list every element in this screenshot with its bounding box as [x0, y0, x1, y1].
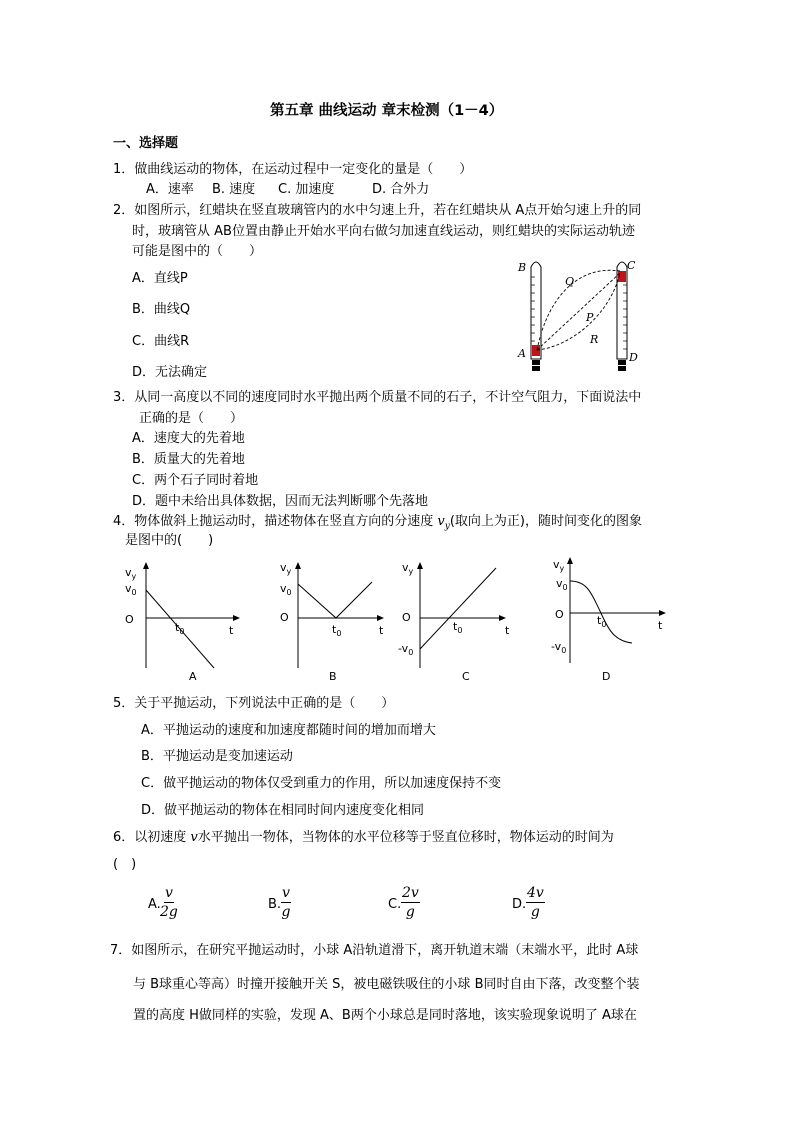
graph-a-label: A — [189, 670, 197, 683]
q2-stem-line2: 时，玻璃管从 AB位置由静止开始水平向右做匀加速直线运动，则红蜡块的实际运动轨迹 — [132, 224, 635, 239]
q7-stem-line2: 与 B球重心等高）时撞开接触开关 S，被电磁铁吸住的小球 B同时自由下落，改变整个装 — [133, 977, 640, 992]
graph-c-t0: $t_0$ — [453, 620, 463, 636]
right-tube — [617, 262, 627, 371]
graph-d-curve — [570, 581, 632, 643]
graph-d-t0: $t_0$ — [597, 614, 607, 630]
graph-a-t: t — [229, 624, 234, 637]
graph-d-origin: O — [555, 608, 564, 621]
left-tube — [531, 262, 541, 371]
q1-option-b: B. 速度 — [212, 182, 256, 197]
q3-option-a: A．速度大的先着地 — [132, 431, 245, 446]
graph-a-v0: $v_0$ — [125, 582, 137, 598]
q1-option-d: D. 合外力 — [372, 182, 430, 197]
graph-c-t: t — [505, 624, 510, 637]
graph-d-vy: $v_y$ — [553, 558, 565, 574]
q2-option-a: A．直线P — [132, 271, 188, 286]
graph-b-v0: $v_0$ — [280, 582, 292, 598]
q6-option-c-label: C. — [388, 897, 402, 912]
q7-stem-line3: 置的高度 H做同样的实验，发现 A、B两个小球总是同时落地，该实验现象说明了 A球在 — [133, 1008, 637, 1023]
q1-option-a: A．速率 — [146, 182, 194, 197]
graph-b-origin: O — [280, 611, 289, 624]
q6-option-d-fraction: $\frac{4v}{g}$ — [527, 885, 544, 920]
q6-option-b-fraction: $\frac{v}{g}$ — [281, 885, 291, 920]
q6-option-a-label: A. — [148, 897, 161, 912]
q5-option-a: A．平抛运动的速度和加速度都随时间的增加而增大 — [141, 723, 436, 738]
fig-label-d: D — [629, 351, 638, 364]
q2-option-c: C．曲线R — [132, 334, 190, 349]
q2-option-b: B．曲线Q — [132, 302, 191, 317]
graph-c-origin: O — [402, 611, 411, 624]
q3-option-d: D．题中未给出具体数据，因而无法判断哪个先落地 — [132, 494, 429, 509]
q5-option-b: B．平抛运动是变加速运动 — [141, 749, 293, 764]
fig-label-a: A — [518, 347, 526, 360]
q2-option-d: D．无法确定 — [132, 365, 208, 380]
graph-c-label: C — [462, 670, 470, 683]
graph-d — [548, 555, 678, 667]
q6-option-b-label: B. — [268, 897, 282, 912]
graph-c-neg-v0: $-v_0$ — [398, 642, 414, 658]
fig-label-c: C — [627, 259, 636, 272]
graph-b-vy: $v_y$ — [280, 561, 292, 577]
q7-stem-line1: 7．如图所示，在研究平抛运动时，小球 A沿轨道滑下，离开轨道末端（末端水平，此时 A球 — [110, 943, 639, 958]
page-title: 第五章 曲线运动 章末检测（1－4） — [270, 103, 504, 119]
graph-a-vy: $v_y$ — [125, 566, 137, 582]
q2-stem-line1: 2．如图所示，红蜡块在竖直玻璃管内的水中匀速上升，若在红蜡块从 A点开始匀速上升的同 — [113, 203, 642, 218]
graph-b — [276, 560, 396, 672]
graph-c-vy: $v_y$ — [402, 561, 414, 577]
graph-d-t: t — [658, 619, 663, 632]
graph-c — [398, 560, 518, 672]
fig-label-q: Q — [565, 275, 575, 288]
graph-a — [120, 560, 250, 672]
q6-option-d-label: D. — [512, 897, 527, 912]
graph-b-t0: $t_0$ — [332, 623, 342, 639]
q5-option-d: D．做平抛运动的物体在相同时间内速度变化相同 — [141, 803, 425, 818]
q5-option-c: C．做平抛运动的物体仅受到重力的作用，所以加速度保持不变 — [141, 776, 502, 791]
graph-b-label: B — [329, 670, 337, 683]
q6-stem-line2: ( ) — [113, 857, 137, 872]
graph-b-t: t — [379, 624, 384, 637]
q4-stem-line2: 是图中的( ) — [125, 533, 214, 548]
q1-stem: 1．做曲线运动的物体，在运动过程中一定变化的量是（ ） — [113, 162, 473, 177]
graph-d-label: D — [602, 670, 611, 683]
graph-a-t0: $t_0$ — [175, 621, 185, 637]
graph-d-neg-v0: $-v_0$ — [551, 640, 567, 656]
q4-stem-line1: 4．物体做斜上抛运动时，描述物体在竖直方向的分速度 $v_y$(取向上为正)，随时间变化的图象 — [113, 514, 643, 532]
q3-stem-line2: 正确的是（ ） — [139, 411, 244, 426]
red-wax-block-a — [532, 345, 540, 356]
fig-label-r: R — [590, 333, 599, 346]
fig-label-b: B — [518, 261, 527, 274]
section-heading: 一、选择题 — [113, 136, 179, 151]
line-p — [537, 273, 620, 350]
q5-stem: 5．关于平抛运动，下列说法中正确的是（ ） — [113, 696, 395, 711]
graph-a-origin: O — [125, 613, 134, 626]
q3-option-c: C．两个石子同时着地 — [132, 473, 259, 488]
q2-stem-line3: 可能是图中的（ ） — [132, 244, 263, 259]
graph-b-line — [298, 582, 372, 618]
q3-option-b: B．质量大的先着地 — [132, 452, 245, 467]
q3-stem-line1: 3．从同一高度以不同的速度同时水平抛出两个质量不同的石子，不计空气阻力，下面说法中 — [113, 390, 642, 405]
graph-d-v0: $v_0$ — [556, 577, 568, 593]
q6-option-c-fraction: $\frac{2v}{g}$ — [402, 885, 419, 920]
q6-option-a-fraction: $\frac{v}{2g}$ — [160, 885, 178, 920]
q1-option-c: C. 加速度 — [278, 182, 335, 197]
fig-label-p: P — [586, 311, 594, 324]
q6-stem-line1: 6．以初速度 v水平抛出一物体，当物体的水平位移等于竖直位移时，物体运动的时间为 — [113, 830, 614, 845]
